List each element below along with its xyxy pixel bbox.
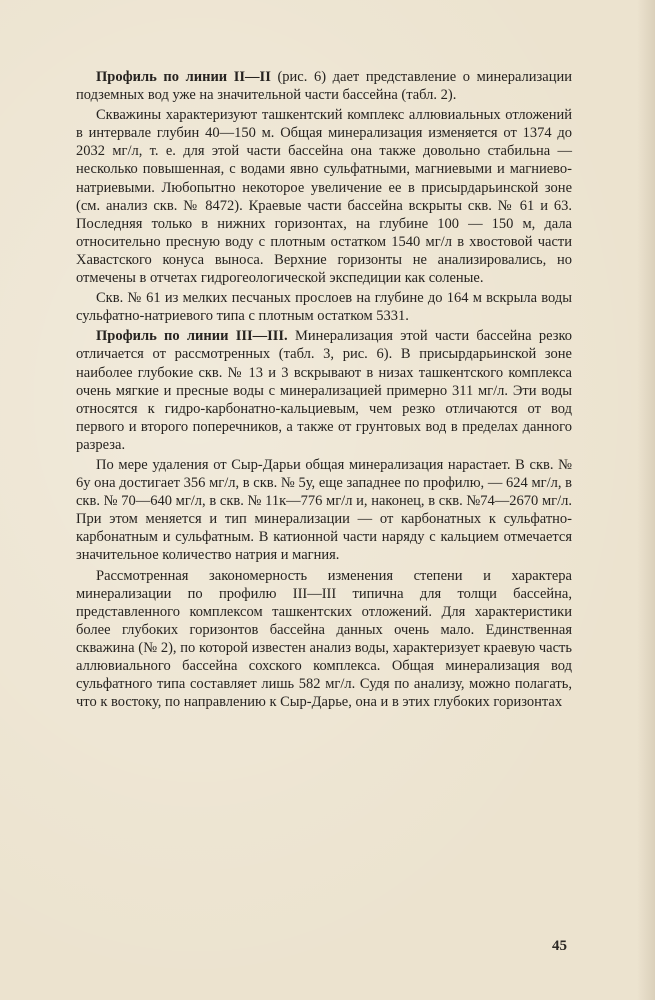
page-body-text [76,64,572,713]
paragraph-regularity [76,567,572,712]
page-edge-shadow [637,0,655,1000]
paragraph-text: (рис. 6) дает представление о минерализации подземных вод уже на значительной части бассейна (табл. 2). [76,69,572,104]
paragraph-profile-3 [76,327,572,454]
paragraph-text: Рассмотренная закономерность изменения степени и характера минерализации по профилю III—III типична для толщи бассейна, представленного комплексом ташкентских отложений. Для характеристики более глубоких горизонтов бассейна данных очень мало. Единственная скважина (№ 2), по которой известен анализ воды, характеризует краевую часть аллювиального бассейна сохского комплекса. Общая минерализация вод сульфатного типа составляет лишь 582 мг/л. Судя по анализу, можно полагать, что к востоку, по направлению к Сыр-Дарье, она и в этих глубоких горизонтах [76,567,572,711]
paragraph-profile-2 [76,68,572,104]
paragraph-mineralization-growth [76,456,572,565]
paragraph-text: По мере удаления от Сыр-Дарьи общая минерализация нарастает. В скв. № 6у она достигает 356 мг/л, в скв. № 5у, еще западнее по профилю, — 624 мг/л, в скв. № 70—640 мг/л, в скв. № 11к—776 мг/л и, наконец, в скв. №74—2670 мг/л. При этом меняется и тип минерализации — от карбонатных к сульфатно-карбонатным и сульфатным. В катионной части наряду с кальцием отмечается значительное количество натрия и магния. [76,456,572,564]
heading-profile-2: Профиль по линии II—II [96,69,271,85]
heading-profile-3: Профиль по линии III—III. [96,328,288,345]
paragraph-wells-tashkent [76,106,572,287]
page-number: 45 [552,938,567,954]
paragraph-text: Скважины характеризуют ташкентский комплекс аллювиальных отложений в интервале глубин 40—150 м. Общая минерализация изменяется от 1374 до 2032 мг/л, т. е. для этой части бассейна она также довольно стабильна — несколько повышенная, с водами явно сульфатными, магниевыми и магниево-натриевыми. Любопытно некоторое увеличение ее в присырдарьинской зоне (см. анализ скв. № 8472). Краевые части бассейна вскрыты скв. № 61 и 63. Последняя только в нижних горизонтах, на глубине 100 — 150 м, дала относительно пресную воду с плотным остатком 1540 мг/л в хвостовой части Хавастского конуса выноса. Верхние горизонты не анализировались, но отмечены в отчетах гидрогеологической экспедиции как соленые. [76,107,572,287]
paragraph-text: Минерализация этой части бассейна резко отличается от рассмотренных (табл. 3, рис. 6). В присырдарьинской зоне наиболее глубокие скв. № 13 и 3 вскрывают в низах ташкентского комплекса очень мягкие и пресные воды с минерализацией примерно 311 мг/л. Эти воды относятся к гидро-карбонатно-кальциевым, чем резко отличаются от вод первого и второго поперечников, а также от грунтовых вод в пределах данного разреза. [76,328,572,453]
paragraph-well-61 [76,289,572,325]
paragraph-text: Скв. № 61 из мелких песчаных прослоев на глубине до 164 м вскрыла воды сульфатно-натриевого типа с плотным остатком 5331. [76,290,572,325]
